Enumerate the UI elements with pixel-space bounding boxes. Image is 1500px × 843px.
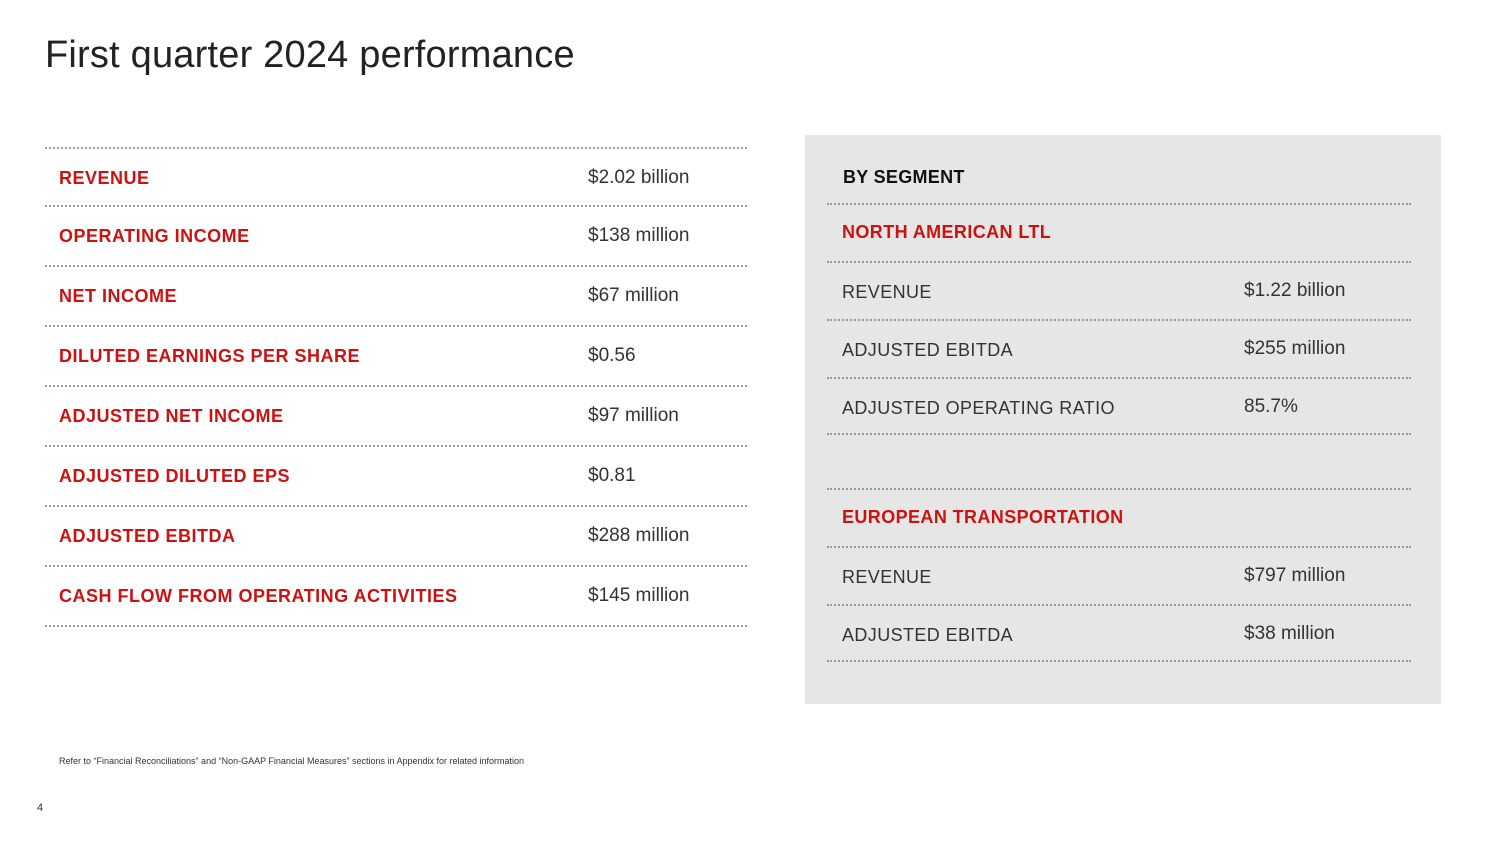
segment-label: ADJUSTED EBITDA (842, 625, 1014, 645)
segment-name: NORTH AMERICAN LTL (842, 222, 1052, 242)
metric-row-cash-flow (45, 567, 747, 627)
metric-label: CASH FLOW FROM OPERATING ACTIVITIES (59, 586, 458, 606)
segment-name-row (827, 488, 1411, 546)
segment-name: EUROPEAN TRANSPORTATION (842, 507, 1124, 527)
segment-row (827, 261, 1411, 319)
metric-value: $67 million (588, 285, 679, 306)
segment-label: ADJUSTED EBITDA (842, 340, 1014, 360)
metric-value: $145 million (588, 585, 690, 606)
segment-value: $255 million (1244, 338, 1346, 359)
segment-european (827, 488, 1411, 662)
metric-value: $0.81 (588, 465, 636, 486)
segment-row (827, 604, 1411, 662)
metric-label: REVENUE (59, 168, 150, 188)
page-title: First quarter 2024 performance (45, 34, 575, 76)
segment-row (827, 377, 1411, 435)
metric-label: NET INCOME (59, 286, 178, 306)
metric-label: ADJUSTED DILUTED EPS (59, 466, 291, 486)
metric-label: OPERATING INCOME (59, 226, 250, 246)
segment-heading: BY SEGMENT (843, 167, 965, 187)
metric-value: $2.02 billion (588, 167, 690, 188)
metric-label: ADJUSTED NET INCOME (59, 406, 284, 426)
segment-label: REVENUE (842, 282, 932, 302)
segment-label: REVENUE (842, 567, 932, 587)
metric-label: ADJUSTED EBITDA (59, 526, 236, 546)
metric-row-operating-income (45, 207, 747, 267)
metric-row-adjusted-net-income (45, 387, 747, 447)
metric-value: $138 million (588, 225, 690, 246)
segment-row (827, 319, 1411, 377)
metric-value: $288 million (588, 525, 690, 546)
metric-row-net-income (45, 267, 747, 327)
metric-value: $97 million (588, 405, 679, 426)
footnote: Refer to “Financial Reconciliations” and “Non-GAAP Financial Measures” sections in Appendix for related information (59, 756, 525, 766)
segment-panel (805, 135, 1441, 704)
metric-row-adjusted-diluted-eps (45, 447, 747, 507)
page-number: 4 (37, 802, 44, 814)
metric-row-diluted-eps (45, 327, 747, 387)
metrics-table (45, 147, 747, 627)
segment-row (827, 546, 1411, 604)
segment-value: 85.7% (1244, 396, 1298, 417)
segment-north-american (827, 203, 1411, 435)
segment-label: ADJUSTED OPERATING RATIO (842, 398, 1115, 418)
segment-value: $38 million (1244, 623, 1335, 644)
segment-value: $797 million (1244, 565, 1346, 586)
segment-name-row (827, 203, 1411, 261)
metric-label: DILUTED EARNINGS PER SHARE (59, 346, 361, 366)
metric-value: $0.56 (588, 345, 636, 366)
metric-row-revenue (45, 147, 747, 207)
segment-value: $1.22 billion (1244, 280, 1346, 301)
metric-row-adjusted-ebitda (45, 507, 747, 567)
